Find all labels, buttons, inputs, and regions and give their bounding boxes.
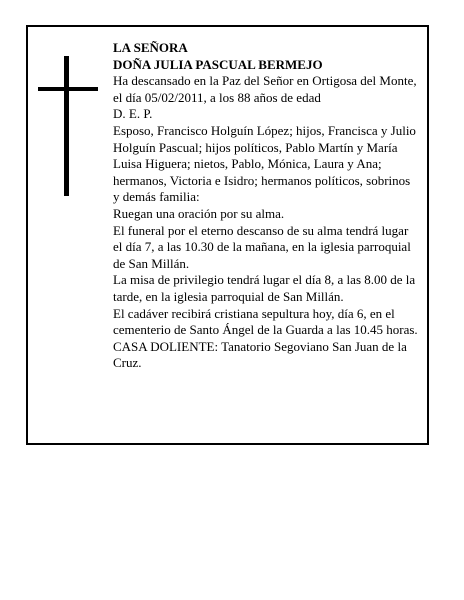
mourning-house: CASA DOLIENTE: Tanatorio Segoviano San Juan de la Cruz.	[113, 338, 407, 371]
mass-details: La misa de privilegio tendrá lugar el día 8, a las 8.00 de la tarde, en la iglesia parroquial de San Millán.	[113, 272, 416, 304]
notice-title: LA SEÑORA	[113, 40, 188, 55]
rest-in-peace: D. E. P.	[113, 106, 153, 122]
deceased-name: DOÑA JULIA PASCUAL BERMEJO	[113, 56, 323, 72]
cross-vertical-bar	[64, 56, 69, 196]
family-list: Esposo, Francisco Holguín López; hijos, Francisca y Julio Holguín Pascual; hijos políticos, Pablo Martín y María Luisa Higuera; nietos, Pablo, Mónica, Laura y Ana; hermanos, Victoria e Isidro; hermanos políticos, sobrinos y demás familia:	[113, 122, 416, 205]
funeral-details: El funeral por el eterno descanso de su alma tendrá lugar el día 7, a las 10.30 de la mañana, en la iglesia parroquial de San Millán.	[113, 222, 411, 271]
obituary-text	[113, 40, 418, 372]
cross-icon	[38, 56, 98, 196]
prayer-request: Ruegan una oración por su alma.	[113, 205, 285, 221]
burial-details: El cadáver recibirá cristiana sepultura hoy, día 6, en el cementerio de Santo Ángel de la Guarda a las 10.45 horas.	[113, 305, 418, 338]
death-announcement: Ha descansado en la Paz del Señor en Ortigosa del Monte, el día 05/02/2011, a los 88 años de edad	[113, 73, 417, 105]
cross-horizontal-bar	[38, 87, 98, 91]
